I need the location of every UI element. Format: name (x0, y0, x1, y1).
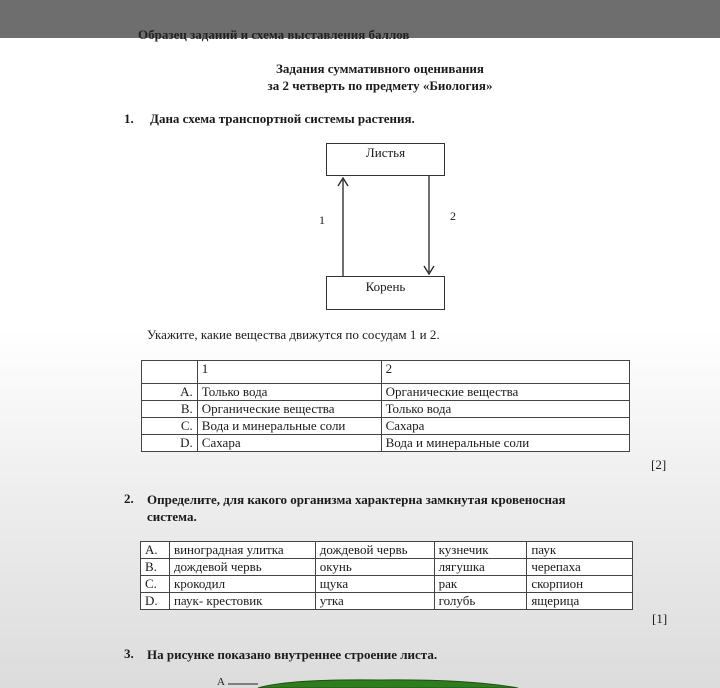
q1-text: Дана схема транспортной системы растения. (150, 111, 415, 126)
q3-number: 3. (124, 646, 134, 661)
arrow-1-label: 1 (319, 213, 325, 227)
table-cell: Вода и минеральные соли (381, 435, 629, 452)
table-cell: дождевой червь (169, 559, 315, 576)
table-cell: черепаха (527, 559, 633, 576)
table-cell: голубь (434, 593, 527, 610)
root-label: Корень (365, 279, 406, 294)
table-cell: окунь (315, 559, 434, 576)
table-cell: лягушка (434, 559, 527, 576)
table-cell: 1 (197, 361, 381, 384)
table-cell: D. (141, 593, 170, 610)
q1-number: 1. (124, 111, 134, 126)
table-cell: скорпион (527, 576, 633, 593)
table-row (141, 542, 633, 559)
table-cell: ящерица (527, 593, 633, 610)
table-cell: 2 (381, 361, 629, 384)
table-row (142, 401, 630, 418)
leaves-label: Листья (365, 145, 406, 160)
leaf-cross-section-figure (228, 676, 528, 688)
table-header-row (142, 361, 630, 384)
q1-table (141, 360, 630, 452)
table-row (141, 576, 633, 593)
table-row (141, 593, 633, 610)
leaf-shape (258, 680, 518, 688)
q3-text: На рисунке показано внутреннее строение листа. (147, 647, 438, 662)
title-line-1: Задания суммативного оценивания (276, 61, 484, 76)
table-cell: Органические вещества (197, 401, 381, 418)
leaf-figure-label: A (217, 676, 225, 688)
table-cell: Только вода (197, 384, 381, 401)
table-cell: виноградная улитка (169, 542, 315, 559)
table-cell: C. (141, 576, 170, 593)
table-cell (142, 361, 198, 384)
diagram-arrows (0, 0, 720, 340)
table-cell: Только вода (381, 401, 629, 418)
table-cell: дождевой червь (315, 542, 434, 559)
q2-text-line-2: система. (147, 509, 197, 524)
table-row (142, 435, 630, 452)
table-cell: паук- крестовик (169, 593, 315, 610)
arrow-2-label: 2 (450, 209, 456, 223)
q1-instruction: Укажите, какие вещества движутся по сосудам 1 и 2. (147, 327, 440, 342)
table-cell: A. (141, 542, 170, 559)
table-cell: щука (315, 576, 434, 593)
table-cell: D. (142, 435, 198, 452)
table-cell: кузнечик (434, 542, 527, 559)
table-cell: A. (142, 384, 198, 401)
title-line-2: за 2 четверть по предмету «Биология» (267, 78, 493, 93)
table-cell: рак (434, 576, 527, 593)
q2-number: 2. (124, 491, 134, 506)
table-cell: паук (527, 542, 633, 559)
table-cell: Сахара (197, 435, 381, 452)
document-header: Образец заданий и схема выставления баллов (138, 27, 410, 42)
table-row (141, 559, 633, 576)
q2-text-line-1: Определите, для какого организма характерна замкнутая кровеносная (147, 492, 566, 507)
table-cell: Вода и минеральные соли (197, 418, 381, 435)
table-row (142, 418, 630, 435)
table-cell: B. (142, 401, 198, 418)
table-cell: Сахара (381, 418, 629, 435)
table-cell: B. (141, 559, 170, 576)
table-cell: C. (142, 418, 198, 435)
table-cell: крокодил (169, 576, 315, 593)
table-cell: Органические вещества (381, 384, 629, 401)
q1-score: [2] (651, 457, 667, 472)
table-cell: утка (315, 593, 434, 610)
q2-score: [1] (652, 611, 668, 626)
table-row (142, 384, 630, 401)
q2-table (140, 541, 633, 610)
